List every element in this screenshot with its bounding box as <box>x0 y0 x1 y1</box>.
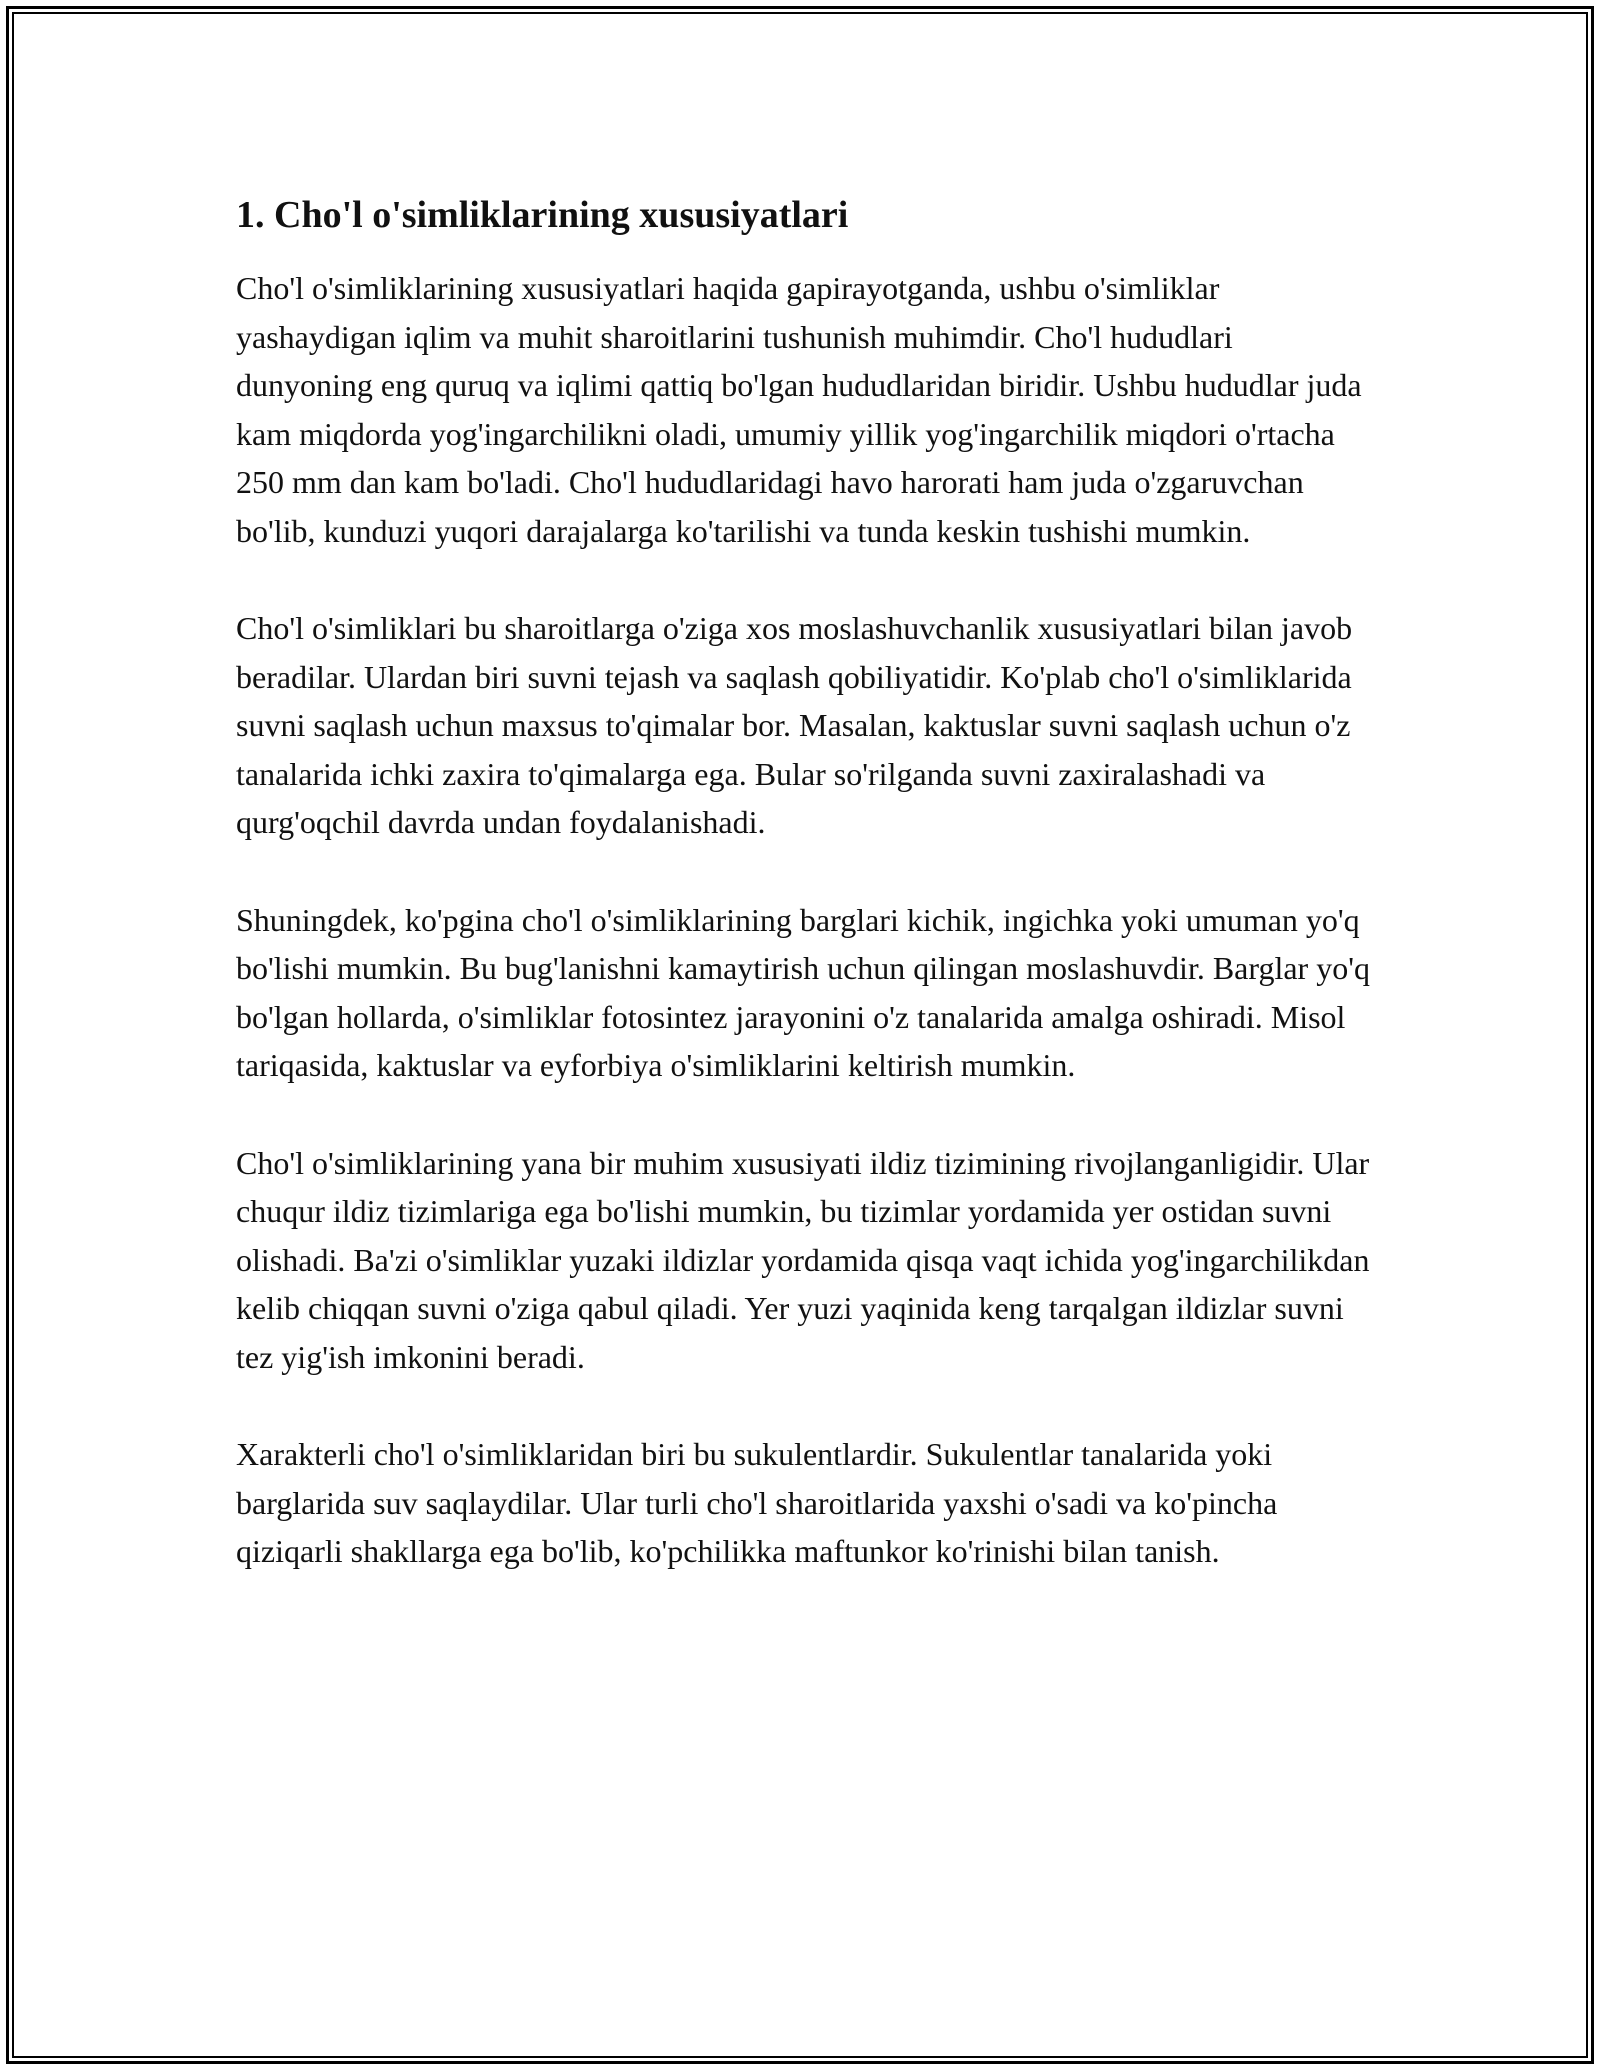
document-body <box>236 188 1376 1625</box>
paragraph-4: Cho'l o'simliklarining yana bir muhim xususiyati ildiz tizimining rivojlanganligidir. Ular chuqur ildiz tizimlariga ega bo'lishi mumkin, bu tizimlar yordamida yer ostidan suvni olishadi. Ba'zi o'simliklar yuzaki ildizlar yordamida qisqa vaqt ichida yog'ingarchilikdan kelib chiqqan suvni o'ziga qabul qiladi. Yer yuzi yaqinida keng tarqalgan ildizlar suvni tez yig'ish imkonini beradi. <box>236 1144 1370 1375</box>
section-heading: 1. Cho'l o'simliklarining xususiyatlari <box>236 194 849 236</box>
paragraph-5: Xarakterli cho'l o'simliklaridan biri bu sukulentlardir. Sukulentlar tanalarida yoki barglarida suv saqlaydilar. Ular turli cho'l sharoitlarida yaxshi o'sadi va ko'pincha qiziqarli shakllarga ega bo'lib, ko'pchilikka maftunkor ko'rinishi bilan tanish. <box>236 1436 1278 1569</box>
paragraph-2: Cho'l o'simliklari bu sharoitlarga o'ziga xos moslashuvchanlik xususiyatlari bilan javob beradilar. Ulardan biri suvni tejash va saqlash qobiliyatidir. Ko'plab cho'l o'simliklarida suvni saqlash uchun maxsus to'qimalar bor. Masalan, kaktuslar suvni saqlash uchun o'z tanalarida ichki zaxira to'qimalarga ega. Bular so'rilganda suvni zaxiralashadi va qurg'oqchil davrda undan foydalanishadi. <box>236 610 1353 840</box>
paragraph-1: Cho'l o'simliklarining xususiyatlari haqida gapirayotganda, ushbu o'simliklar yashaydigan iqlim va muhit sharoitlarini tushunish muhimdir. Cho'l hududlari dunyoning eng quruq va iqlimi qattiq bo'lgan hududlaridan biridir. Ushbu hududlar juda kam miqdorda yog'ingarchilikni oladi, umumiy yillik yog'ingarchilik miqdori o'rtacha 250 mm dan kam bo'ladi. Cho'l hududlaridagi havo harorati ham juda o'zgaruvchan bo'lib, kunduzi yuqori darajalarga ko'tarilishi va tunda keskin tushishi mumkin. <box>236 270 1362 549</box>
paragraph-3: Shuningdek, ko'pgina cho'l o'simliklarining barglari kichik, ingichka yoki umuman yo'q bo'lishi mumkin. Bu bug'lanishni kamaytirish uchun qilingan moslashuvdir. Barglar yo'q bo'lgan hollarda, o'simliklar fotosintez jarayonini o'z tanalarida amalga oshiradi. Misol tariqasida, kaktuslar va eyforbiya o'simliklarini keltirish mumkin. <box>236 901 1370 1083</box>
